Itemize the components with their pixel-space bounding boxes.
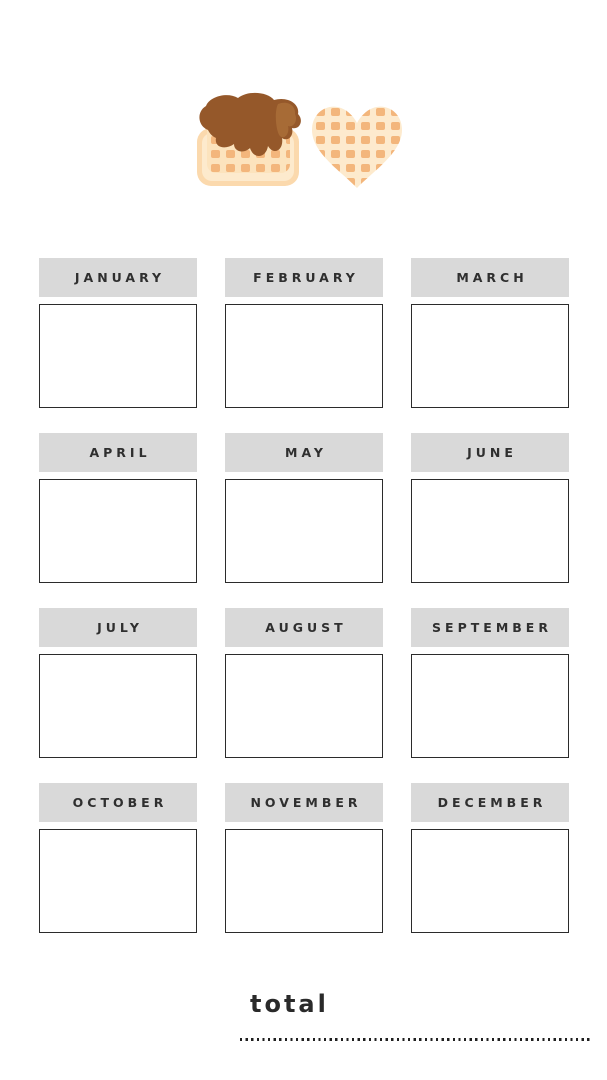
total-entry-line[interactable]: [240, 1038, 590, 1041]
month-label-october: OCTOBER: [39, 783, 197, 822]
month-entry-box-june[interactable]: [411, 479, 569, 583]
month-cell-october: [39, 783, 197, 933]
month-label-april: APRIL: [39, 433, 197, 472]
heart-waffle-icon: [312, 107, 402, 188]
month-entry-box-july[interactable]: [39, 654, 197, 758]
month-entry-box-march[interactable]: [411, 304, 569, 408]
month-entry-box-september[interactable]: [411, 654, 569, 758]
month-entry-box-august[interactable]: [225, 654, 383, 758]
month-label-december: DECEMBER: [411, 783, 569, 822]
month-cell-august: [225, 608, 383, 758]
month-label-november: NOVEMBER: [225, 783, 383, 822]
month-cell-february: [225, 258, 383, 408]
month-label-june: JUNE: [411, 433, 569, 472]
month-label-march: MARCH: [411, 258, 569, 297]
month-entry-box-january[interactable]: [39, 304, 197, 408]
month-label-may: MAY: [225, 433, 383, 472]
month-cell-september: [411, 608, 569, 758]
waffle-with-chocolate-icon: [197, 93, 301, 186]
month-entry-box-october[interactable]: [39, 829, 197, 933]
month-entry-box-december[interactable]: [411, 829, 569, 933]
month-entry-box-february[interactable]: [225, 304, 383, 408]
waffles-illustration: [194, 92, 410, 194]
month-label-february: FEBRUARY: [225, 258, 383, 297]
total-section: [0, 985, 607, 1055]
month-entry-box-may[interactable]: [225, 479, 383, 583]
month-cell-november: [225, 783, 383, 933]
month-entry-box-november[interactable]: [225, 829, 383, 933]
month-label-july: JULY: [39, 608, 197, 647]
month-cell-january: [39, 258, 197, 408]
month-label-january: JANUARY: [39, 258, 197, 297]
month-entry-box-april[interactable]: [39, 479, 197, 583]
month-cell-december: [411, 783, 569, 933]
month-cell-march: [411, 258, 569, 408]
total-label: total: [250, 990, 329, 1018]
month-cell-april: [39, 433, 197, 583]
month-cell-july: [39, 608, 197, 758]
months-grid: [39, 258, 569, 933]
month-cell-may: [225, 433, 383, 583]
month-cell-june: [411, 433, 569, 583]
month-label-august: AUGUST: [225, 608, 383, 647]
month-label-september: SEPTEMBER: [411, 608, 569, 647]
